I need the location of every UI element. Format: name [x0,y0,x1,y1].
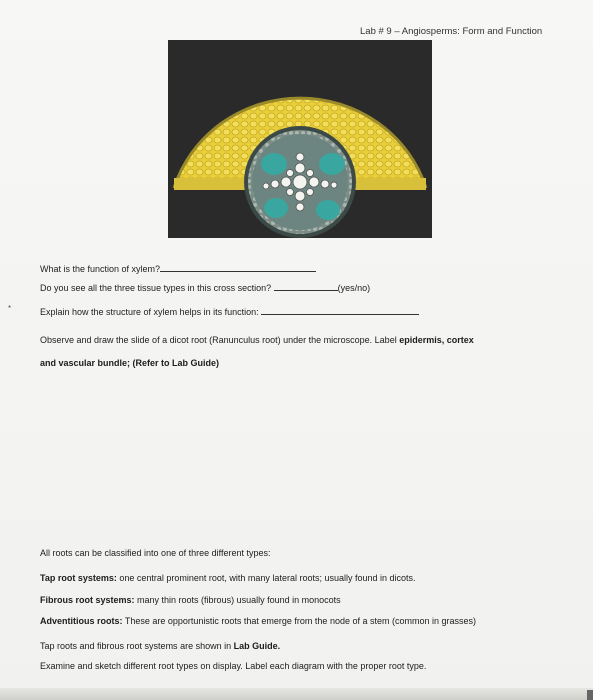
answer-line[interactable] [261,305,419,315]
observe-instruction-line1: Observe and draw the slide of a dicot root (Ranunculus root) under the microscope. Label epidermis, cortex [40,335,474,345]
fibrous-root-text: Fibrous root systems: many thin roots (fibrous) usually found in monocots [40,595,341,605]
question-xylem-structure: Explain how the structure of xylem helps in its function: [40,305,419,317]
page-bottom-edge [0,688,593,700]
answer-line[interactable] [160,262,316,272]
adventitious-root-text: Adventitious roots: These are opportunistic roots that emerge from the node of a stem (common in grasses) [40,616,477,626]
lab-header: Lab # 9 – Angiosperms: Form and Function [360,26,543,37]
answer-line[interactable] [274,281,338,291]
examine-instruction: Examine and sketch different root types on display. Label each diagram with the proper root type. [40,661,427,671]
observe-instruction-line2: and vascular bundle; (Refer to Lab Guide) [40,358,220,368]
question-tissue-types: Do you see all the three tissue types in this cross section? (yes/no) [40,283,371,293]
lab-guide-note: Tap roots and fibrous root systems are shown in Lab Guide. [40,641,281,651]
tap-root-text: Tap root systems: one central prominent root, with many lateral roots; usually found in dicots. [40,573,416,583]
margin-mark: * [8,304,12,313]
roots-intro: All roots can be classified into one of three different types: [40,548,271,558]
scroll-edge [587,690,593,700]
question-xylem-function: What is the function of xylem? [40,262,316,274]
root-cross-section-image [168,40,432,238]
